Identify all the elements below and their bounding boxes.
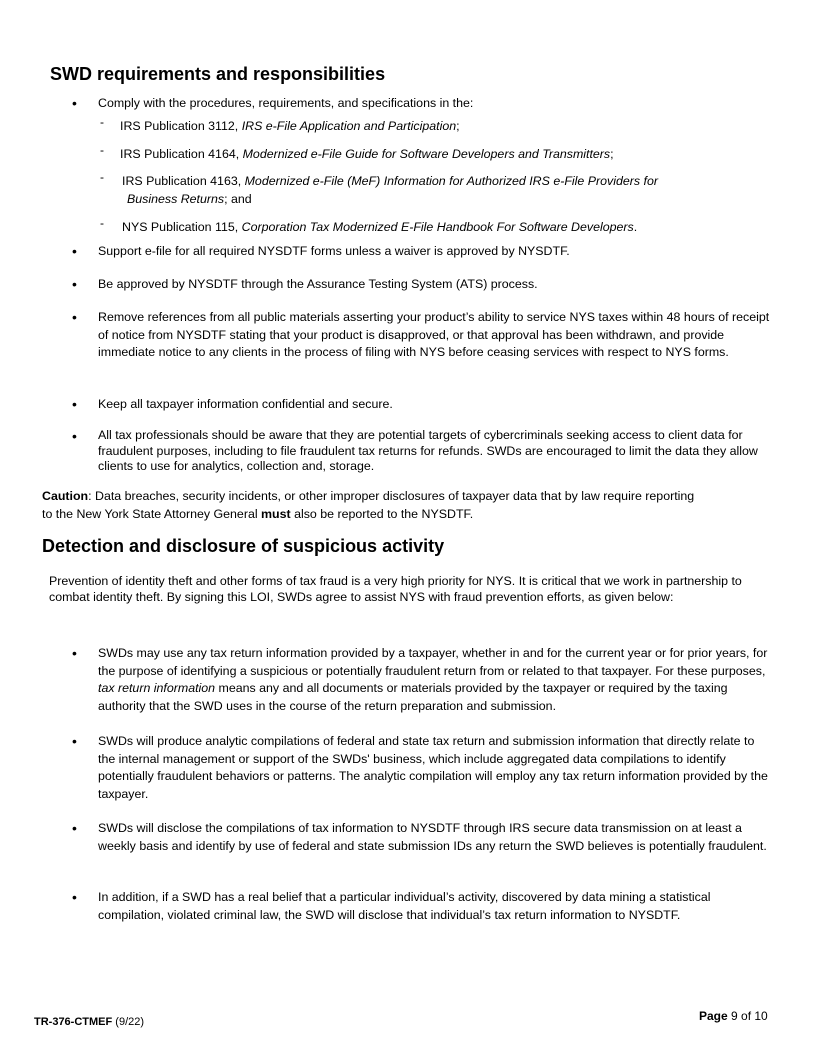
intro-paragraph: Prevention of identity theft and other forms of tax fraud is a very high priority for NYS. It is critical that we work in partnership to combat identity theft. By signing this LOI, SWDs agree to assist NYS with fraud prevention efforts, as given below: [49, 574, 742, 604]
list-item: Remove references from all public materials asserting your product’s ability to service NYS taxes within 48 hours of receipt of notice from NYSDTF stating that your product is disapproved, or that approval has been withdrawn, and provide immediate notice to any clients in the process of filing with NYS before ceasing services with respect to NYS forms. [98, 310, 770, 359]
list-item: Be approved by NYSDTF through the Assurance Testing System (ATS) process. [98, 277, 538, 291]
list-item: All tax professionals should be aware that they are potential targets of cybercriminals seeking access to client data for fraudulent purposes, including to file fraudulent tax returns for refunds. SWDs are encouraged to limit the data they allow clients to use for analytics, collection and, storage. [98, 428, 758, 473]
bullet-icon: • [72, 309, 77, 325]
section-heading-swd-requirements: SWD requirements and responsibilities [50, 64, 386, 84]
list-item: In addition, if a SWD has a real belief that a particular individual’s activity, discovered by data mining a statistical compilation, violated criminal law, the SWD will disclose that individual’s tax return information to NYSDTF. [98, 890, 711, 922]
dash-icon: - [100, 143, 104, 157]
publication-item: IRS Publication 4164, Modernized e-File Guide for Software Developers and Transmitters; [120, 147, 614, 161]
footer-form-id: TR-376-CTMEF (9/22) [34, 1016, 145, 1028]
footer-page-number: Page 9 of 10 [699, 1009, 768, 1023]
dash-icon: - [100, 115, 104, 129]
must-emphasis: must [261, 506, 291, 521]
publication-item: NYS Publication 115, Corporation Tax Modernized E-File Handbook For Software Developers. [122, 220, 638, 234]
list-item: Keep all taxpayer information confidential and secure. [98, 397, 393, 411]
publication-item: IRS Publication 3112, IRS e-File Application and Participation; [120, 119, 460, 133]
dash-icon: - [100, 170, 104, 184]
bullet-icon: • [72, 820, 77, 836]
list-item: Comply with the procedures, requirements, and specifications in the: [98, 96, 474, 110]
publication-item: IRS Publication 4163, Modernized e-File (MeF) Information for Authorized IRS e-File Providers for [122, 174, 659, 188]
section-heading-detection-disclosure: Detection and disclosure of suspicious activity [42, 536, 445, 556]
caution-label: Caution [42, 489, 89, 503]
list-item: SWDs will produce analytic compilations of federal and state tax return and submission information that directly relate to the internal management or support of the SWDs' business, which include aggregated data compilations to identify potentially fraudulent behaviors or patterns. The analytic compilation will employ any tax return information provided by the taxpayer. [98, 734, 768, 801]
dash-icon: - [100, 216, 104, 230]
bullet-icon: • [72, 428, 77, 444]
caution-paragraph: Caution: Data breaches, security incidents, or other improper disclosures of taxpayer data that by law require reporting to the New York State Attorney General must also be reported to the NYSDTF. [42, 489, 695, 521]
publication-item-continued: Business Returns; and [127, 192, 252, 206]
bullet-icon: • [72, 889, 77, 905]
bullet-icon: • [72, 95, 77, 111]
bullet-icon: • [72, 645, 77, 661]
bullet-icon: • [72, 243, 77, 259]
list-item: SWDs will disclose the compilations of tax information to NYSDTF through IRS secure data transmission on at least a weekly basis and identify by use of federal and state submission IDs any return the SWD believes is potentially fraudulent. [98, 821, 767, 853]
bullet-icon: • [72, 396, 77, 412]
bullet-icon: • [72, 276, 77, 292]
bullet-icon: • [72, 733, 77, 749]
list-item: Support e-file for all required NYSDTF forms unless a waiver is approved by NYSDTF. [98, 244, 570, 258]
list-item: SWDs may use any tax return information provided by a taxpayer, whether in and for the current year or for prior years, for the purpose of identifying a suspicious or potentially fraudulent return from or related to that taxpayer. For these purposes, tax return information means any and all documents or materials provided by the taxpayer or required by the taxing authority that the SWD uses in the course of the return preparation and submission. [98, 646, 768, 713]
